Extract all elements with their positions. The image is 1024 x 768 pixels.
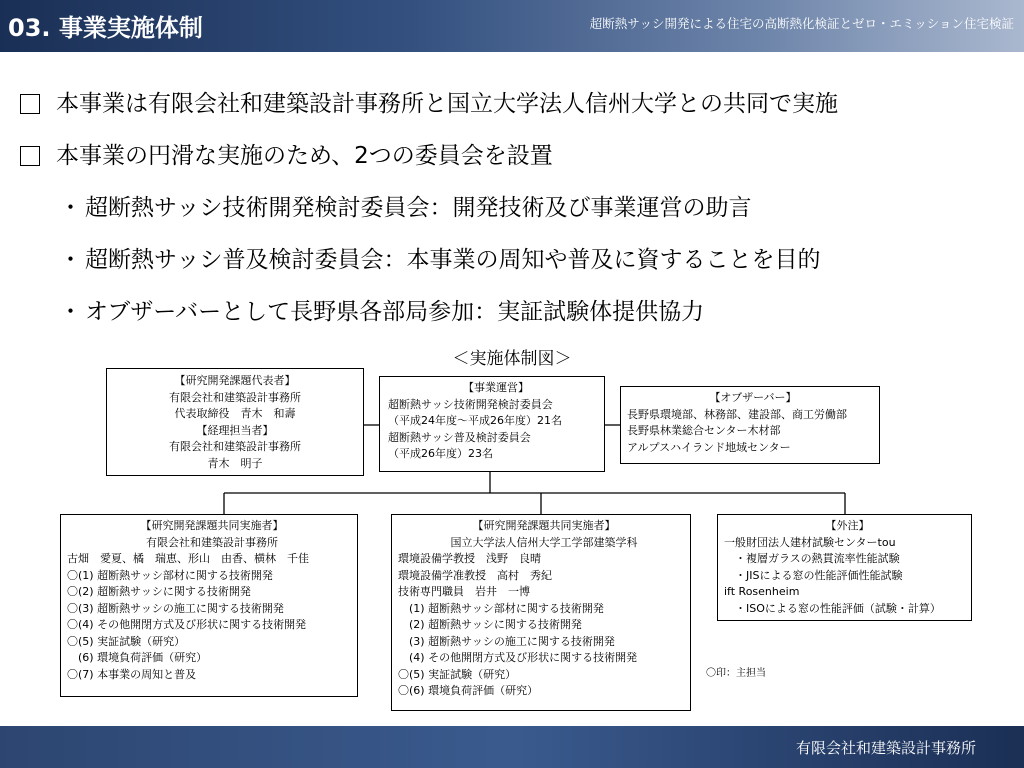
bullet-dot-icon: ・ xyxy=(59,299,82,325)
operation-box xyxy=(379,376,605,472)
bullet-main-item xyxy=(14,84,1014,136)
box-line: ift Rosenheim xyxy=(724,585,800,598)
checkbox-square-icon xyxy=(20,94,40,114)
box-line: ・ISOによる窓の性能評価（試験・計算） xyxy=(724,601,941,615)
header-bar xyxy=(0,0,1024,52)
footer-company: 有限会社和建築設計事務所 xyxy=(795,739,976,757)
box-line: 長野県林業総合センター木材部 xyxy=(627,424,781,437)
footer-bar xyxy=(0,726,1024,768)
box-line: ・複層ガラスの熱貫流率性能試験 xyxy=(724,552,900,565)
box-line: 〇(4) その他開閉方式及び形状に関する技術開発 xyxy=(67,618,307,631)
box-line: （平成24年度～平成26年度）21名 xyxy=(388,414,562,427)
box-line: 〇(2) 超断熱サッシに関する技術開発 xyxy=(67,585,251,598)
box-line: 〇(5) 実証試験（研究） xyxy=(67,634,186,648)
box-line: 【経理担当者】 xyxy=(196,423,274,437)
box-line: 技術専門職員 岩井 一博 xyxy=(398,585,530,598)
page-subtitle: 超断熱サッシ開発による住宅の高断熱化検証とゼロ・エミッション住宅検証 xyxy=(589,16,1014,31)
box-line: 〇(3) 超断熱サッシの施工に関する技術開発 xyxy=(67,601,284,615)
joint-implementer-box-2 xyxy=(391,514,691,711)
box-line: 一般財団法人建材試験センターtou xyxy=(724,535,896,549)
bullet-list xyxy=(14,84,1014,344)
box-line: 古畑 愛夏、橘 瑞恵、形山 由香、横林 千佳 xyxy=(67,552,309,565)
bullet-sub-text: 超断熱サッシ普及検討委員会：本事業の周知や普及に資することを目的 xyxy=(85,247,821,273)
box-line: 代表取締役 青木 和壽 xyxy=(174,407,296,420)
bullet-dot-icon: ・ xyxy=(59,195,82,221)
bullet-main-item xyxy=(14,136,1014,188)
box-line: 長野県環境部、林務部、建設部、商工労働部 xyxy=(627,407,847,421)
org-chart-title: ＜実施体制図＞ xyxy=(452,349,572,369)
box-line: 環境設備学教授 浅野 良晴 xyxy=(398,552,541,565)
box-line: 有限会社和建築設計事務所 xyxy=(169,440,301,453)
box-line: 【オブザーバー】 xyxy=(709,391,797,404)
observer-box xyxy=(620,386,880,464)
box-line: 【外注】 xyxy=(825,519,870,532)
box-line: 〇(6) 環境負荷評価（研究） xyxy=(398,684,539,697)
legend-note: 〇印：主担当 xyxy=(706,668,766,679)
box-line: 【研究開発課題共同実施者】 xyxy=(140,519,284,532)
checkbox-square-icon xyxy=(20,146,40,166)
joint-implementer-box-1 xyxy=(60,514,358,697)
box-line: 〇(1) 超断熱サッシ部材に関する技術開発 xyxy=(67,568,273,582)
bullet-sub-item xyxy=(14,292,1014,344)
box-line: （平成26年度）23名 xyxy=(388,447,493,460)
box-line: 【研究開発課題代表者】 xyxy=(174,374,296,387)
box-line: (3) 超断熱サッシの施工に関する技術開発 xyxy=(398,634,615,648)
box-line: (4) その他開閉方式及び形状に関する技術開発 xyxy=(398,651,638,664)
bullet-sub-text: オブザーバーとして長野県各部局参加：実証試験体提供協力 xyxy=(85,299,705,325)
box-line: (6) 環境負荷評価（研究） xyxy=(67,651,208,664)
box-line: ・JISによる窓の性能評価性能試験 xyxy=(724,568,903,582)
bullet-sub-text: 超断熱サッシ技術開発検討委員会：開発技術及び事業運営の助言 xyxy=(85,195,752,221)
representative-box xyxy=(106,368,364,476)
bullet-sub-item xyxy=(14,188,1014,240)
page-title: 03. 事業実施体制 xyxy=(8,14,203,42)
box-line: 〇(7) 本事業の周知と普及 xyxy=(67,667,197,681)
box-line: 環境設備学准教授 高村 秀紀 xyxy=(398,568,552,582)
bullet-main-text: 本事業は有限会社和建築設計事務所と国立大学法人信州大学との共同で実施 xyxy=(56,91,838,117)
bullet-main-text: 本事業の円滑な実施のため、2つの委員会を設置 xyxy=(56,143,553,169)
outsource-box xyxy=(717,514,972,621)
box-line: 【事業運営】 xyxy=(463,381,529,394)
bullet-sub-item xyxy=(14,240,1014,292)
box-line: 有限会社和建築設計事務所 xyxy=(169,390,301,404)
box-line: (1) 超断熱サッシ部材に関する技術開発 xyxy=(398,601,604,615)
box-line: 国立大学法人信州大学工学部建築学科 xyxy=(450,535,638,549)
box-line: 【研究開発課題共同実施者】 xyxy=(472,519,616,532)
box-line: アルプスハイランド地域センター xyxy=(627,440,791,454)
box-line: 有限会社和建築設計事務所 xyxy=(146,535,278,549)
box-line: 超断熱サッシ技術開発検討委員会 xyxy=(388,397,553,411)
box-line: (2) 超断熱サッシに関する技術開発 xyxy=(398,618,582,631)
box-line: 〇(5) 実証試験（研究） xyxy=(398,667,517,681)
box-line: 青木 明子 xyxy=(207,456,263,470)
bullet-dot-icon: ・ xyxy=(59,247,82,273)
box-line: 超断熱サッシ普及検討委員会 xyxy=(388,430,531,444)
